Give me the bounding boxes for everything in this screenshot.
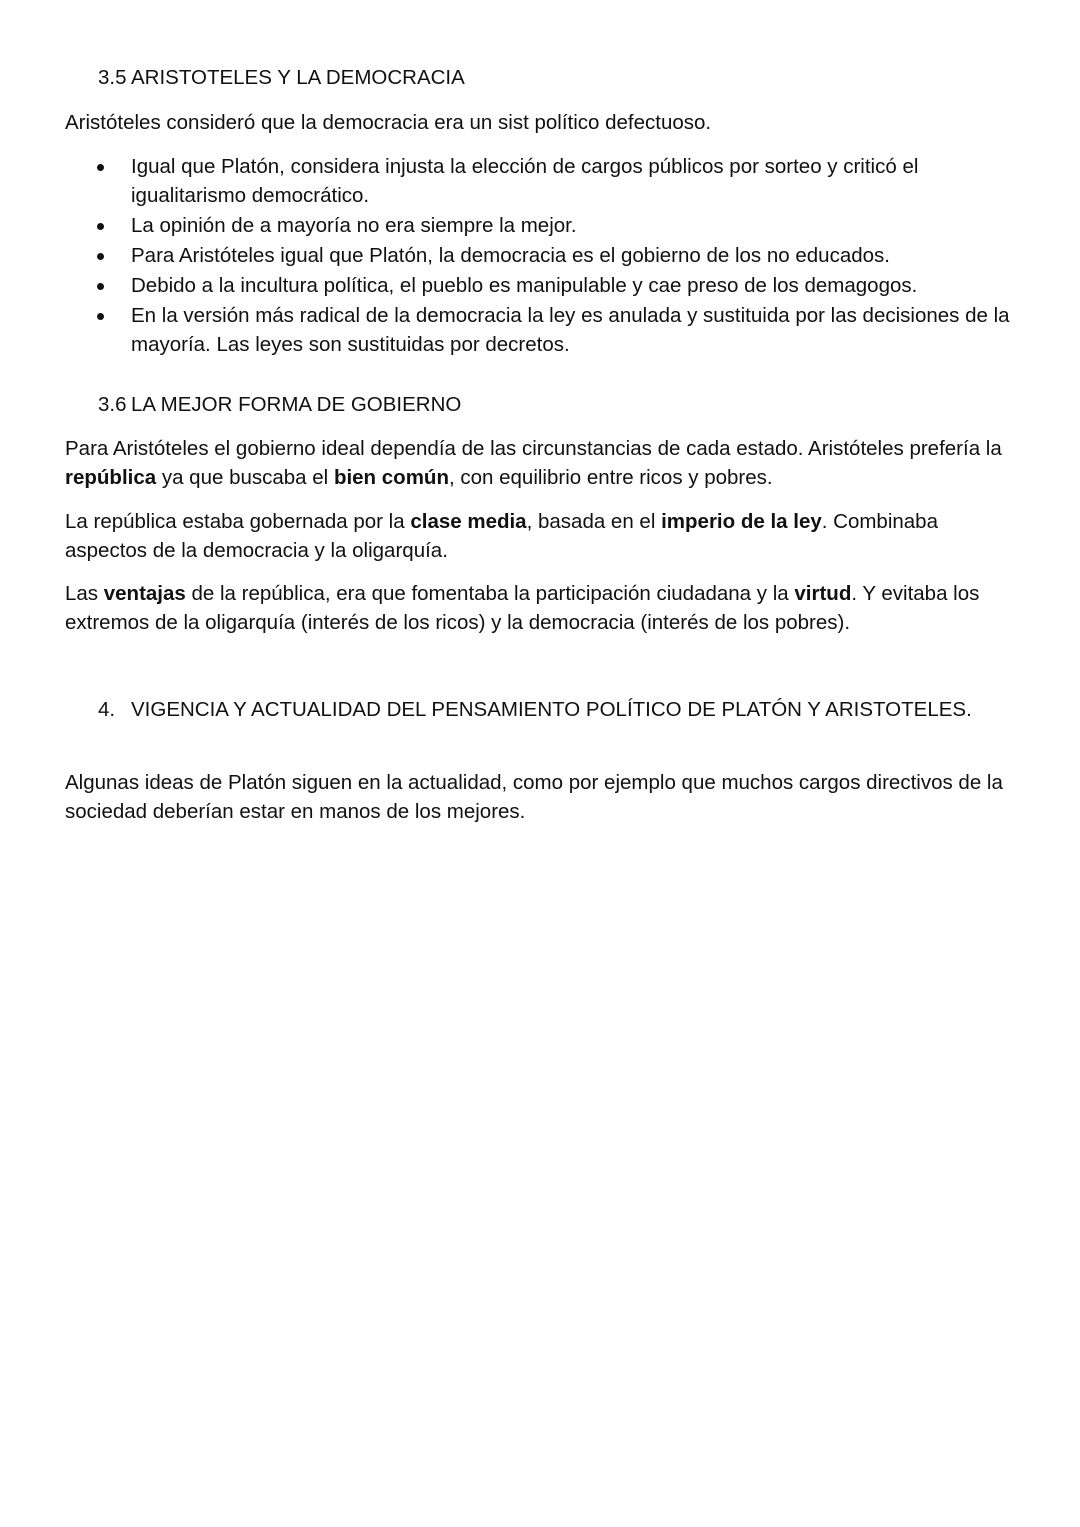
bullet-icon	[97, 283, 104, 290]
bullet-icon	[97, 223, 104, 230]
bullet-icon	[97, 164, 104, 171]
paragraph-republic-advantages: Las ventajas de la república, era que fomentaba la participación ciudadana y la virtud. Y evitaba los extremos de la oligarquía (interés de los ricos) y la democracia (interés de los pobres).	[65, 582, 980, 634]
section-heading-3-5	[98, 63, 465, 92]
section-title: LA MEJOR FORMA DE GOBIERNO	[131, 393, 462, 416]
list-item: Para Aristóteles igual que Platón, la democracia es el gobierno de los no educados.	[0, 241, 1020, 270]
list-item: Debido a la incultura política, el pueblo es manipulable y cae preso de los demagogos.	[0, 271, 1020, 300]
bullet-icon	[97, 313, 104, 320]
bullet-list	[0, 152, 1020, 360]
list-item: La opinión de a mayoría no era siempre la mejor.	[0, 211, 1020, 240]
paragraph-ideal-government: Para Aristóteles el gobierno ideal dependía de las circunstancias de cada estado. Aristóteles prefería la república ya que buscaba el bien común, con equilibrio entre ricos y pobres.	[65, 437, 1002, 489]
paragraph-republic-middle-class: La república estaba gobernada por la clase media, basada en el imperio de la ley. Combinaba aspectos de la democracia y la oligarquía.	[65, 510, 938, 562]
section-number: 3.6	[98, 393, 127, 416]
bullet-icon	[97, 253, 104, 260]
section-number: 3.5	[98, 66, 127, 89]
paragraph-platon-ideas: Algunas ideas de Platón siguen en la actualidad, como por ejemplo que muchos cargos directivos de la sociedad deberían estar en manos de los mejores.	[65, 771, 1003, 823]
paragraph-intro: Aristóteles consideró que la democracia era un sist político defectuoso.	[65, 111, 712, 134]
section-title: ARISTOTELES Y LA DEMOCRACIA	[131, 66, 465, 89]
list-item: En la versión más radical de la democracia la ley es anulada y sustituida por las decisiones de la mayoría. Las leyes son sustituidas por decretos.	[0, 301, 1020, 359]
section-heading-3-6	[98, 390, 461, 419]
section-heading-4	[98, 695, 998, 724]
list-item: Igual que Platón, considera injusta la elección de cargos públicos por sorteo y criticó el igualitarismo democrático.	[0, 152, 1020, 210]
section-number: 4.	[98, 698, 116, 721]
section-title: VIGENCIA Y ACTUALIDAD DEL PENSAMIENTO POLÍTICO DE PLATÓN Y ARISTOTELES.	[131, 698, 972, 721]
